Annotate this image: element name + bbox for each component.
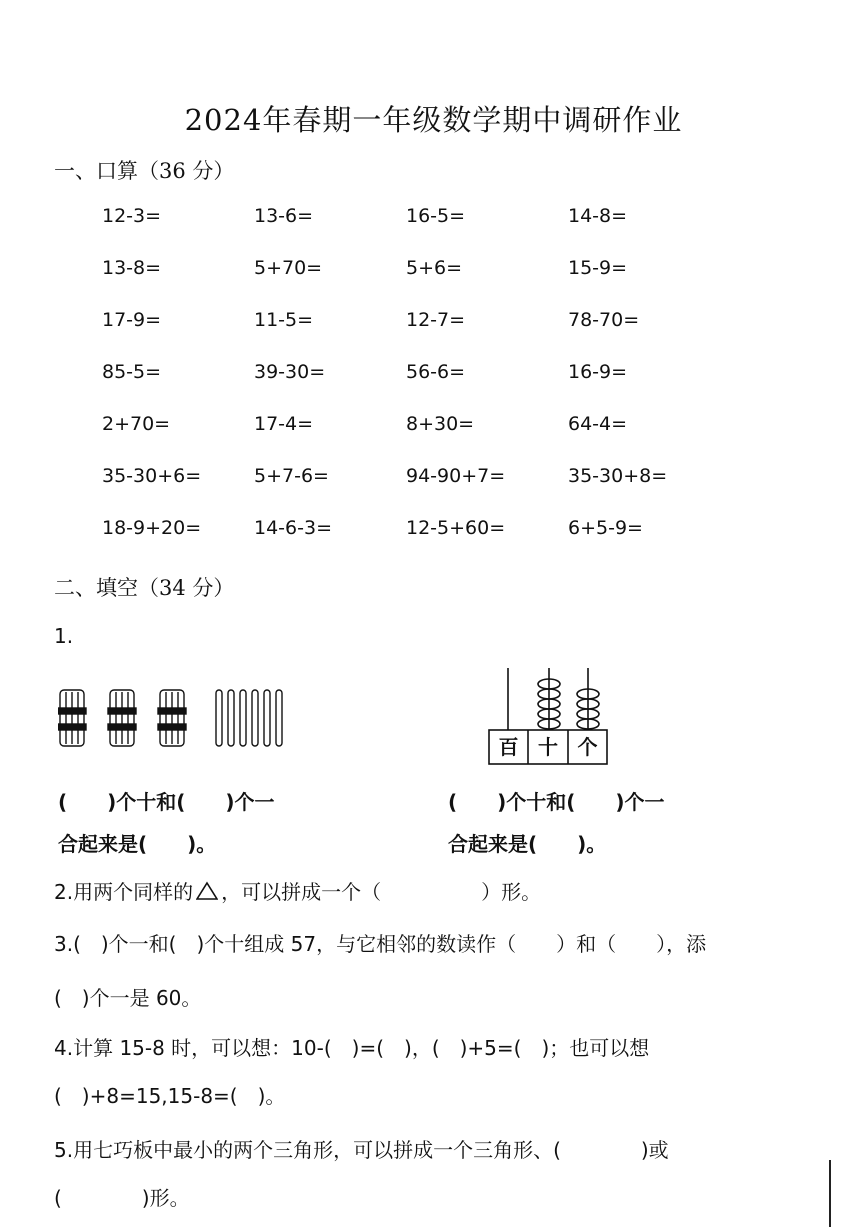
question-2-suffix: ，可以拼成一个（ ）形。 [221,880,542,904]
arithmetic-problem: 16-5= [406,205,466,227]
question-5-line-2: ( )形。 [54,1186,190,1210]
arithmetic-problem: 5+7-6= [254,465,329,487]
arithmetic-problem: 56-6= [406,361,466,383]
single-sticks [216,690,282,746]
question-4-line-1: 4.计算 15-8 时，可以想：10-( )=( )，( )+5=( )；也可以想 [54,1036,650,1060]
arithmetic-problem: 8+30= [406,413,475,435]
arithmetic-problem: 94-90+7= [406,465,506,487]
arithmetic-problem: 78-70= [568,309,640,331]
q1-left-blank-line: ( )个十和( )个一 [58,790,275,814]
arithmetic-problem: 14-8= [568,205,628,227]
arithmetic-problem: 17-4= [254,413,314,435]
arithmetic-problem: 13-6= [254,205,314,227]
arithmetic-problem: 13-8= [102,257,162,279]
question-2 [54,876,541,905]
section2-heading: 二、填空（34 分） [54,576,235,600]
mental-arithmetic-grid [102,205,702,569]
q1-right-total-line: 合起来是( )。 [448,832,607,856]
arithmetic-problem: 16-9= [568,361,628,383]
section1-heading: 一、口算（36 分） [54,159,235,183]
question-1-number: 1. [54,624,74,648]
question-3-line-2: ( )个一是 60。 [54,986,202,1010]
arithmetic-problem: 35-30+6= [102,465,202,487]
arithmetic-problem: 35-30+8= [568,465,668,487]
q1-right-blank-line: ( )个十和( )个一 [448,790,665,814]
q1-left-total-line: 合起来是( )。 [58,832,217,856]
arithmetic-problem: 5+70= [254,257,323,279]
ten-stick-bundle-2 [108,690,136,746]
arithmetic-problem: 5+6= [406,257,463,279]
arithmetic-problem: 12-5+60= [406,517,506,539]
abacus-label-ones: 个 [577,735,598,759]
abacus-label-tens: 十 [538,735,558,759]
question-5-line-1: 5.用七巧板中最小的两个三角形，可以拼成一个三角形、( )或 [54,1138,669,1162]
question-3-line-1: 3.( )个一和( )个十组成 57，与它相邻的数读作（ ）和（ ），添 [54,932,707,956]
stick-bundles-icon [58,688,298,750]
question-2-prefix: 2.用两个同样的 [54,880,194,904]
margin-rule [829,1160,831,1227]
arithmetic-problem: 17-9= [102,309,162,331]
triangle-icon [196,881,218,901]
arithmetic-problem: 6+5-9= [568,517,643,539]
arithmetic-problem: 15-9= [568,257,628,279]
arithmetic-problem: 18-9+20= [102,517,202,539]
ten-stick-bundle-3 [158,690,186,746]
arithmetic-problem: 39-30= [254,361,326,383]
abacus-label-hundreds: 百 [498,735,519,759]
arithmetic-problem: 85-5= [102,361,162,383]
page-title: 2024年春期一年级数学期中调研作业 [184,103,683,137]
arithmetic-problem: 12-3= [102,205,162,227]
arithmetic-problem: 11-5= [254,309,314,331]
abacus [486,666,616,774]
arithmetic-problem: 2+70= [102,413,171,435]
ten-stick-bundle-1 [58,690,86,746]
arithmetic-problem: 12-7= [406,309,466,331]
arithmetic-problem: 64-4= [568,413,628,435]
question-4-line-2: ( )+8=15,15-8=( )。 [54,1084,286,1108]
arithmetic-problem: 14-6-3= [254,517,332,539]
